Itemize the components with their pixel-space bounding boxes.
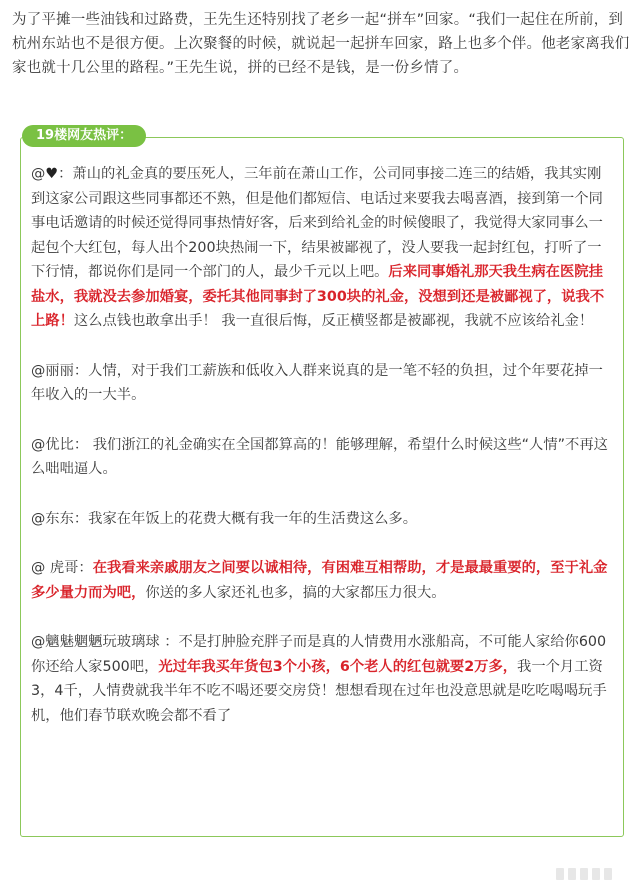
- comment-highlight: 光过年我买年货包3个小孩，6个老人的红包就要2万多，: [158, 658, 518, 675]
- comment-highlight: 在我看来亲戚朋友之间要以诚相待，有困难互相帮助，才是最最重要的，至于礼金多少量力而为吧，: [31, 560, 608, 601]
- watermark-glyph: [592, 868, 600, 880]
- comment-2: @丽丽：人情，对于我们工薪族和低收入人群来说真的是一笔不轻的负担，过个年要花掉一年收入的一大半。: [31, 362, 603, 403]
- comment-6: [31, 630, 611, 728]
- comment-text-end: 这么点钱也敢拿出手！ 我一直很后悔，反正横竖都是被鄙视，我就不应该给礼金！: [73, 313, 594, 329]
- comment-text: ：萧山的礼金真的要压死人，三年前在萧山工作，公司同事接二连三的结婚，我其实刚到这家公司跟这些同事都还不熟，但是他们都短信、电话过来要我去喝喜酒，接到第一个同事电话邀请的时候还觉得同事热情好客，后来到给礼金的时候傻眼了，我觉得大家同事么一起包个大红包，每人出个200块热闹一下，结果被鄙视了，没人要我一起封红包，打听了一下行情，都说你们是同一个部门的人，最少千元以上吧。: [31, 166, 603, 280]
- comment-text-end: 我一个月工资3，4千，人情费就我半年不吃不喝还要交房贷！想想看现在过年也没意思就是吃吃喝喝玩手机，他们春节联欢晚会都不看了: [31, 658, 607, 724]
- watermark-glyph: [556, 868, 564, 880]
- comment-5: [31, 556, 611, 605]
- comment-4: @东东：我家在年饭上的花费大概有我一年的生活费这么多。: [31, 510, 418, 527]
- watermark-glyph: [580, 868, 588, 880]
- comment-highlight: 后来同事婚礼那天我生病在医院挂盐水，我就没去参加婚宴，委托其他同事封了300块的礼金，没想到还是被鄙视了，说我不上路！: [31, 264, 605, 329]
- comment-user: @魑魅魍魉玩玻璃球 ：: [31, 634, 179, 650]
- watermark-glyph: [568, 868, 576, 880]
- comment-user: @: [31, 166, 46, 182]
- comment-1: [31, 162, 611, 334]
- comment-text: 不是打肿脸充胖子而是真的人情费用水涨船高，不可能人家给你600你还给人家500吧，: [31, 634, 607, 675]
- watermark-glyph: [604, 868, 612, 880]
- comment-user: @ 虎哥：: [31, 560, 93, 576]
- section-tag-wrapper: [22, 124, 146, 147]
- heart-icon: ♥: [45, 166, 59, 182]
- comment-3: @优比： 我们浙江的礼金确实在全国都算高的！能够理解，希望什么时候这些“人情”不再这么咄咄逼人。: [31, 436, 608, 477]
- article-paragraph: 为了平摊一些油钱和过路费，王先生还特别找了老乡一起“拼车”回家。“我们一起住在所前，到杭州东站也不是很方便。上次聚餐的时候，就说起一起拼车回家，路上也多个伴。他老家离我们家也就十几公里的路程。”王先生说，拼的已经不是钱，是一份乡情了。: [12, 12, 630, 76]
- comment-text-end: 你送的多人家还礼也多，搞的大家都压力很大。: [145, 584, 446, 601]
- comments-list: [31, 162, 611, 753]
- watermark-decoration: [556, 868, 626, 882]
- hot-comments-tag: 19楼网友热评：: [22, 125, 146, 147]
